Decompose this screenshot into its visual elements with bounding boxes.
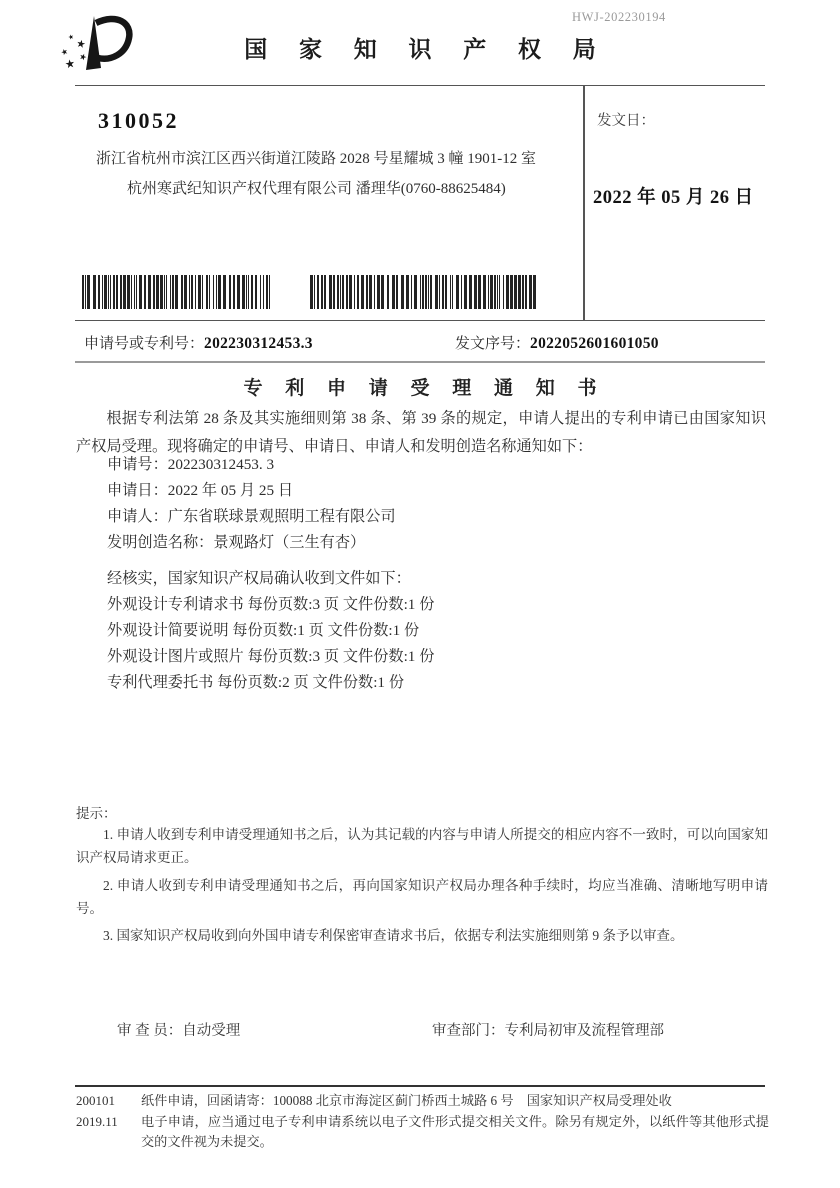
document-item: 外观设计图片或照片 每份页数:3 页 文件份数:1 份 bbox=[107, 648, 435, 665]
footer-instructions bbox=[141, 1091, 769, 1153]
notice-intro-paragraph: 根据专利法第 28 条及其实施细则第 38 条、第 39 条的规定，申请人提出的专利申请已由国家知识产权局受理。现将确定的申请号、申请日、申请人和发明创造名称通知如下： bbox=[76, 410, 766, 455]
dispatch-date-label: 发文日： bbox=[597, 113, 655, 129]
field-invention-title: 发明创造名称：景观路灯（三生有杏） bbox=[107, 534, 366, 551]
department-field bbox=[432, 1019, 664, 1040]
application-fields bbox=[107, 452, 396, 556]
field-applicant: 申请人：广东省联球景观照明工程有限公司 bbox=[107, 508, 396, 525]
application-barcode bbox=[82, 275, 272, 309]
examiner-field bbox=[117, 1019, 240, 1040]
tip-item: 2. 申请人收到专利申请受理通知书之后，再向国家知识产权局办理各种手续时，均应当准确、清晰地写明申请号。 bbox=[76, 877, 768, 916]
barcode-divider bbox=[75, 320, 765, 321]
dispatch-date-value: 2022 年 05 月 26 日 bbox=[593, 188, 754, 208]
received-documents-list bbox=[107, 592, 434, 696]
examiner-label: 审 查 员： bbox=[117, 1023, 183, 1039]
serial-number-row bbox=[455, 332, 659, 353]
footer-instruction-electronic: 电子申请，应当通过电子专利申请系统以电子文件形式提交相关文件。除另有规定外，以纸件等其他形式提交的文件视为未提交。 bbox=[141, 1113, 769, 1149]
department-label: 审查部门： bbox=[432, 1023, 505, 1039]
recipient-address-line2: 杭州寒武纪知识产权代理有限公司 潘理华(0760-88625484) bbox=[127, 181, 506, 197]
serial-barcode bbox=[310, 275, 540, 309]
footer-divider bbox=[75, 1085, 765, 1087]
document-item: 外观设计简要说明 每份页数:1 页 文件份数:1 份 bbox=[107, 622, 420, 639]
serial-number-value: 2022052601601050 bbox=[530, 335, 659, 352]
application-number-label: 申请号或专利号： bbox=[84, 336, 205, 352]
tips-label: 提示： bbox=[76, 806, 117, 821]
footer-form-codes bbox=[76, 1091, 118, 1132]
document-item: 专利代理委托书 每份页数:2 页 文件份数:1 份 bbox=[107, 674, 405, 691]
document-item: 外观设计专利请求书 每份页数:3 页 文件份数:1 份 bbox=[107, 596, 435, 613]
department-value: 专利局初审及流程管理部 bbox=[504, 1023, 664, 1039]
serial-number-label: 发文序号： bbox=[455, 336, 531, 352]
footer-form-code: 200101 bbox=[76, 1093, 115, 1108]
recipient-postal-code: 310052 bbox=[98, 108, 179, 133]
field-application-date: 申请日：2022 年 05 月 25 日 bbox=[107, 482, 294, 499]
page-title: 国 家 知 识 产 权 局 bbox=[244, 37, 609, 62]
documents-intro: 经核实，国家知识产权局确认收到文件如下： bbox=[107, 570, 411, 587]
field-application-number: 申请号：202230312453. 3 bbox=[107, 456, 275, 473]
tip-item: 1. 申请人收到专利申请受理通知书之后，认为其记载的内容与申请人所提交的相应内容不一致时，可以向国家知识产权局请求更正。 bbox=[76, 827, 768, 865]
tip-item: 3. 国家知识产权局收到向外国申请专利保密审查请求书后，依据专利法实施细则第 9 条予以审查。 bbox=[103, 928, 684, 943]
application-number-value: 202230312453.3 bbox=[204, 335, 313, 352]
notice-title: 专 利 申 请 受 理 通 知 书 bbox=[243, 378, 606, 399]
doc-reference-code: HWJ-202230194 bbox=[572, 10, 666, 24]
recipient-address-line1: 浙江省杭州市滨江区西兴街道江陵路 2028 号星耀城 3 幢 1901-12 室 bbox=[96, 151, 536, 167]
tips-list bbox=[76, 823, 768, 952]
examiner-value: 自动受理 bbox=[182, 1023, 241, 1039]
footer-form-code: 2019.11 bbox=[76, 1113, 118, 1129]
header-divider bbox=[75, 85, 765, 86]
dispatch-box-divider bbox=[583, 86, 585, 320]
section-divider bbox=[75, 361, 765, 363]
application-number-row bbox=[84, 332, 313, 353]
footer-instruction-paper: 纸件申请，回函请寄：100088 北京市海淀区蓟门桥西土城路 6 号 国家知识产权局受理处收 bbox=[141, 1093, 672, 1108]
